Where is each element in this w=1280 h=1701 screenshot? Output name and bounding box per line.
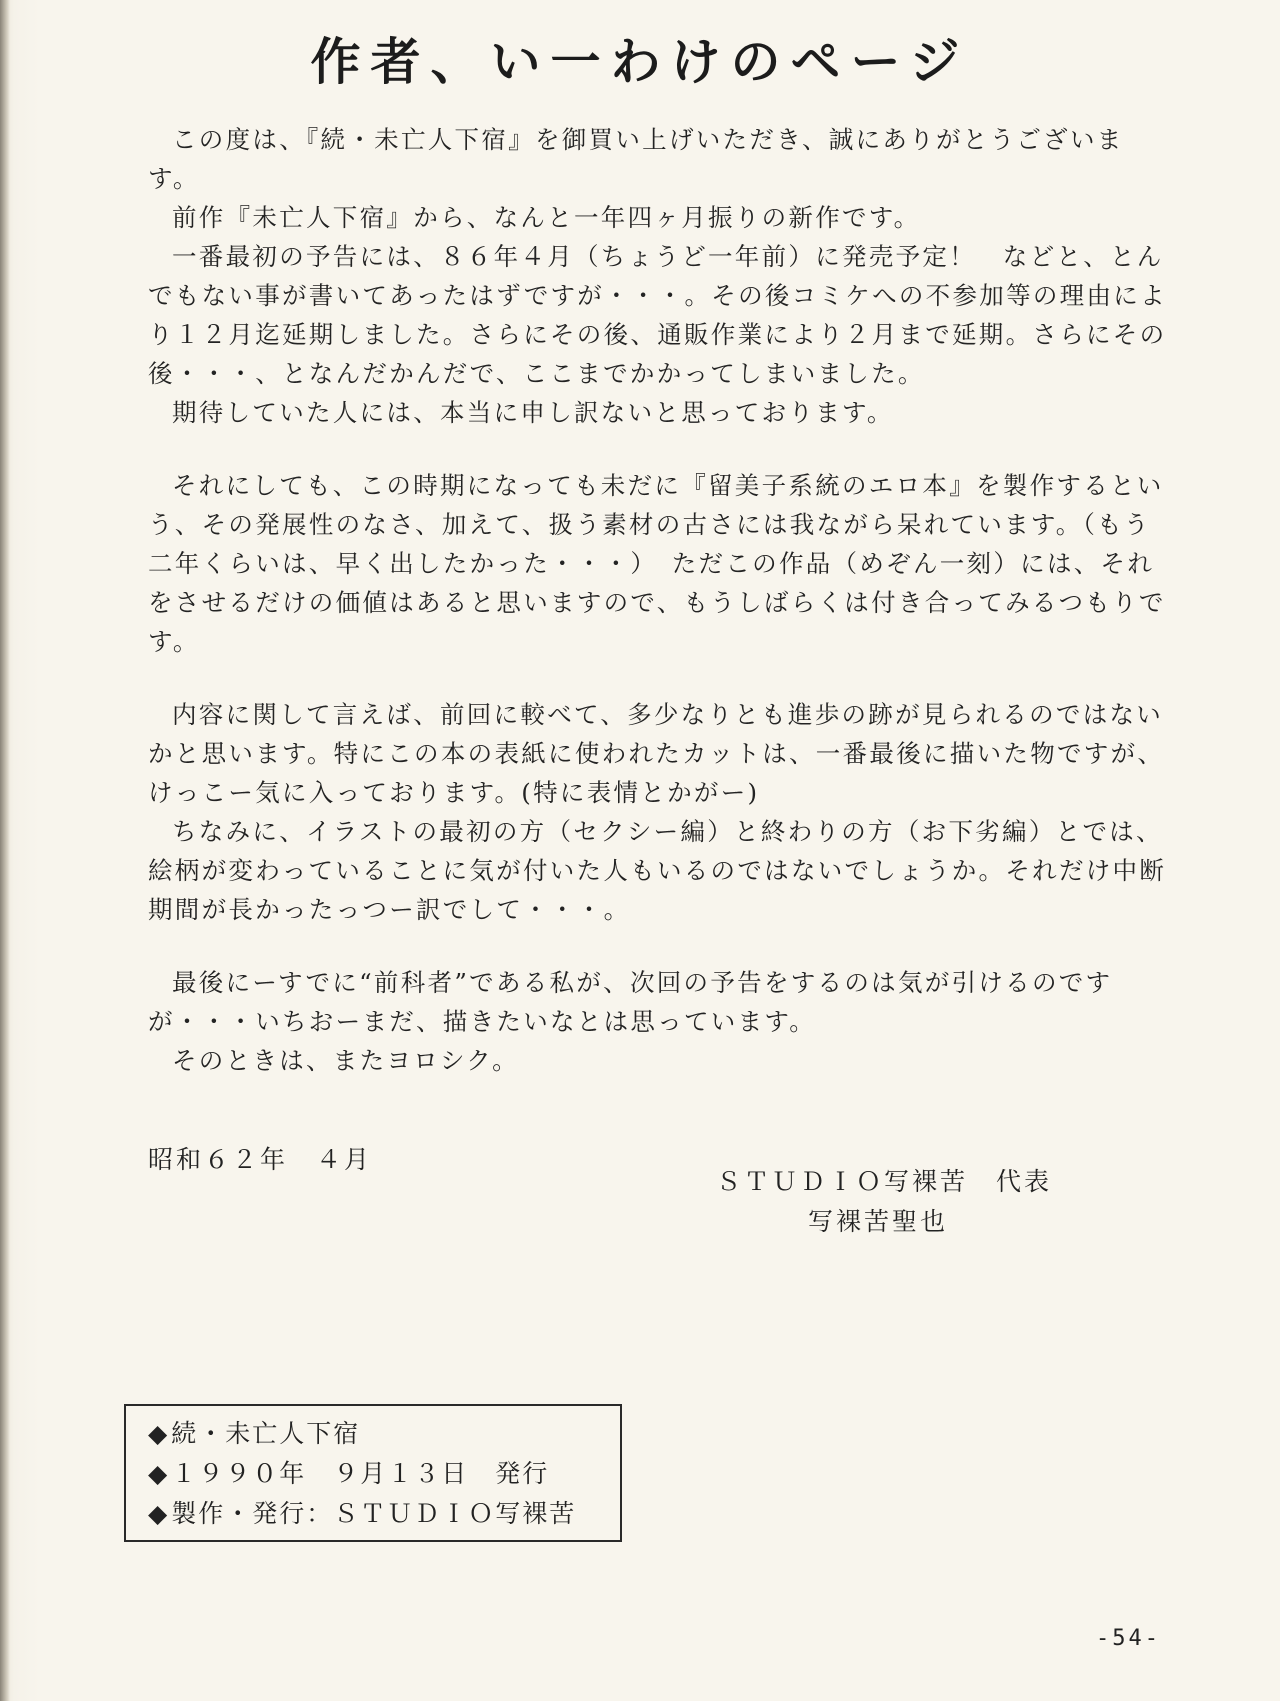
diamond-bullet-icon: ◆ [148,1419,170,1448]
signature-studio: ＳＴＵＤＩＯ写裸苦 代表 [716,1167,1053,1196]
paragraph: 内容に関して言えば、前回に較べて、多少なりとも進歩の跡が見られるのではないかと思います。特にこの本の表紙に使われたカットは、一番最後に描いた物ですが、けっこー気に入っております。(特に表情とかがー) [148,700,1165,807]
date-line: 昭和６２年 ４月 [148,1145,373,1174]
paragraph: ちなみに、イラストの最初の方（セクシー編）と終わりの方（お下劣編）とでは、絵柄が変わっていることに気が付いた人もいるのではないでしょうか。それだけ中断期間が長かったっつー訳でして・・・。 [148,817,1167,924]
colophon-box [124,1404,622,1542]
paragraph: 一番最初の予告には、８６年４月（ちょうど一年前）に発売予定！ などと、とんでもない事が書いてあったはずですが・・・。その後コミケへの不参加等の理由により１２月迄延期しました。さらにその後、通販作業により２月まで延期。さらにその後・・・、となんだかんだで、ここまでかかってしまいました。 [148,242,1167,388]
colophon-title: 続・未亡人下宿 [171,1419,361,1448]
paragraph: 期待していた人には、本当に申し訳ないと思っております。 [172,398,894,427]
paragraph-gap [148,661,1168,695]
page-number: -54- [1096,1626,1161,1651]
paragraph: それにしても、この時期になっても未だに『留美子系統のエロ本』を製作するという、その発展性のなさ、加えて、扱う素材の古さには我ながら呆れています。（もう二年くらいは、早く出したかった・・・） ただこの作品（めぞん一刻）には、それをさせるだけの価値はあると思いますので、もうしばらくは付き合ってみるつもりです。 [148,471,1166,656]
paragraph: この度は、『続・未亡人下宿』を御買い上げいただき、誠にありがとうございます。 [148,125,1124,193]
paragraph-gap [148,929,1168,963]
diamond-bullet-icon: ◆ [148,1499,170,1528]
body-text [148,120,1168,1080]
paragraph-gap [148,432,1168,466]
colophon-row-publisher [148,1494,620,1534]
page-edge-shadow [0,0,10,1701]
colophon-publisher: 製作・発行：ＳＴＵＤＩＯ写裸苦 [171,1499,577,1528]
paragraph: 前作『未亡人下宿』から、なんと一年四ヶ月振りの新作です。 [172,203,921,232]
paragraph: 最後にーすでに“前科者”である私が、次回の予告をするのは気が引けるのですが・・・いちおーまだ、描きたいなとは思っています。 [148,968,1113,1036]
colophon-row-title [148,1414,620,1454]
signature-author: 写裸苦聖也 [808,1207,949,1236]
colophon-row-date [148,1454,620,1494]
page-title: 作者、い一わけのページ [310,33,970,91]
paragraph: そのときは、またヨロシク。 [172,1046,519,1075]
colophon-date: １９９０年 ９月１３日 発行 [171,1459,550,1488]
diamond-bullet-icon: ◆ [148,1459,170,1488]
